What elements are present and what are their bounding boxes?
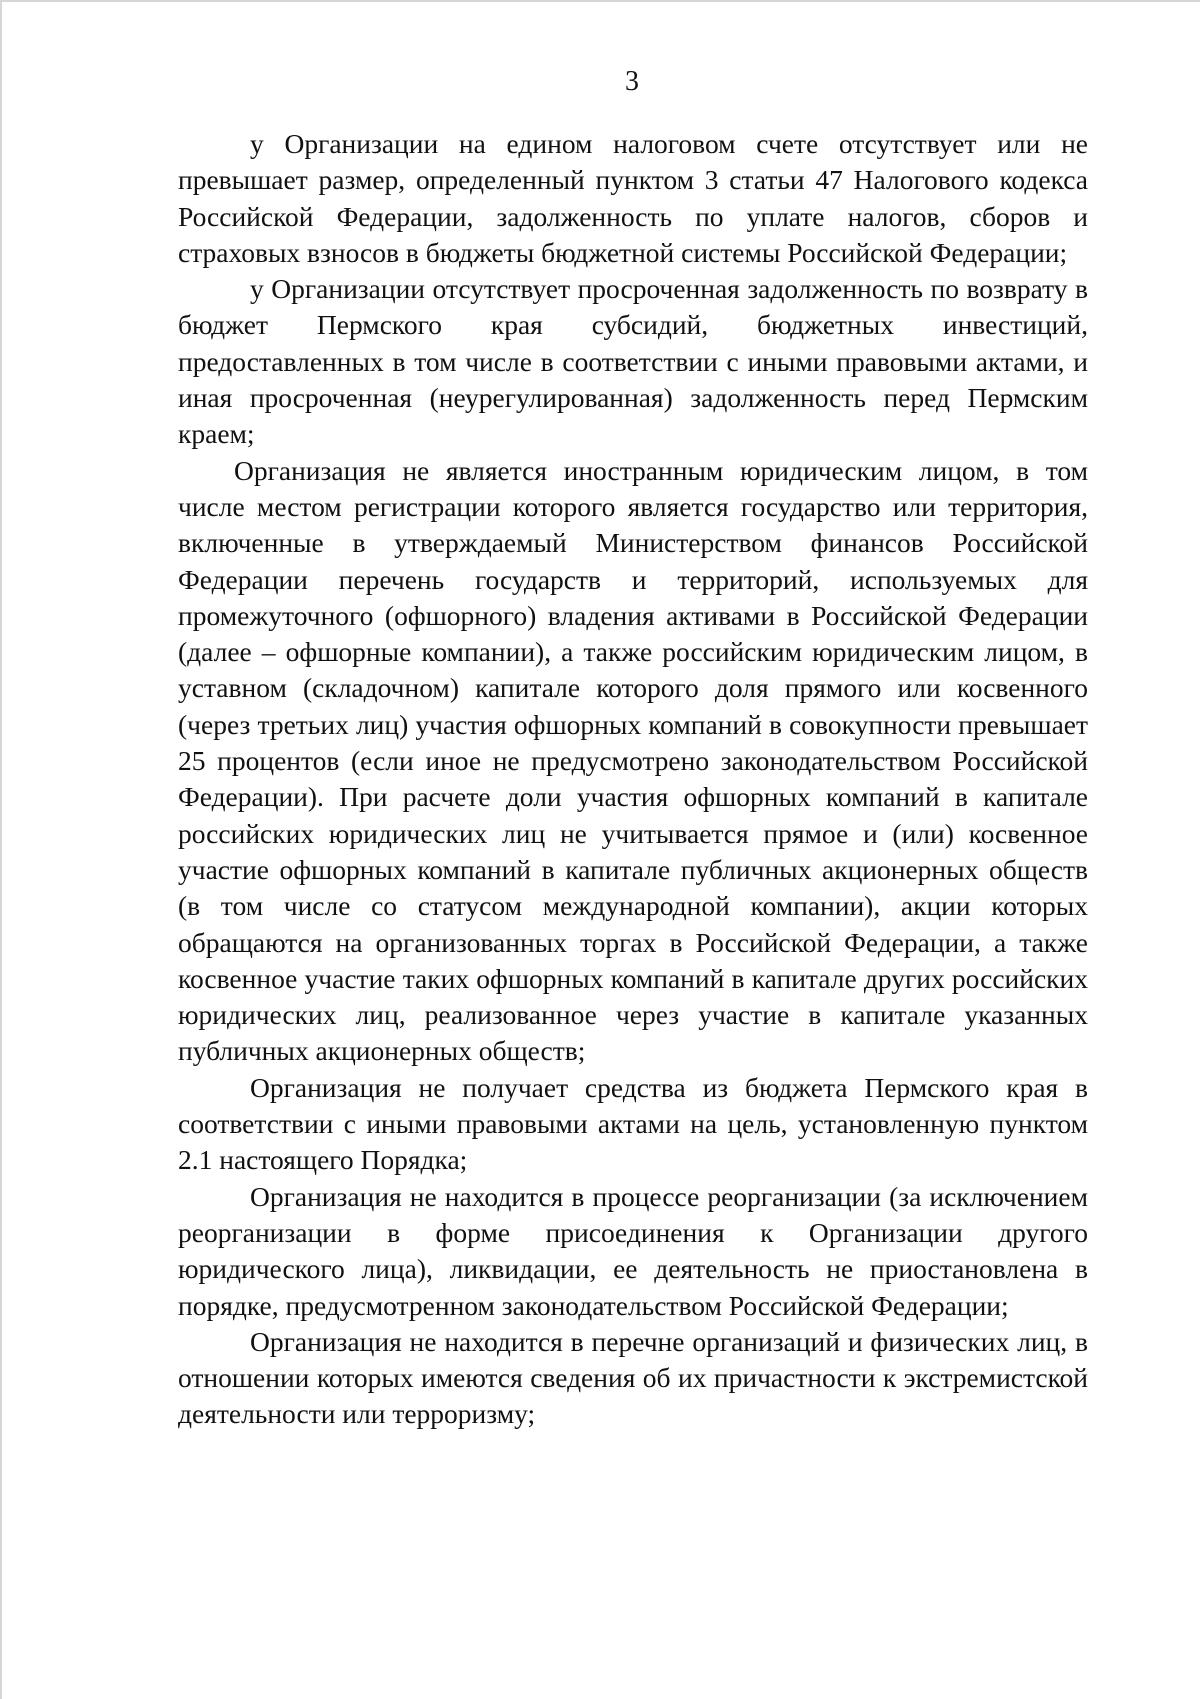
paragraph-overdue-debt: у Организации отсутствует просроченная задолженность по возврату в бюджет Пермского края субсидий, бюджетных инвестиций, предоставленных в том числе в соответствии с иными правовыми актами, и иная просроченная (неурегулированная) задолженность перед Пермским краем;	[178, 273, 1088, 450]
document-body	[178, 126, 1088, 1433]
paragraph-reorganization: Организация не находится в процессе реорганизации (за исключением реорганизации в форме присоединения к Организации другого юридического лица), ликвидации, ее деятельность не приостановлена в порядке, предусмотренном законодательством Российской Федерации;	[178, 1180, 1088, 1321]
paragraph-budget-funds: Организация не получает средства из бюджета Пермского края в соответствии с иными правовыми актами на цель, установленную пунктом 2.1 настоящего Порядка;	[178, 1071, 1088, 1176]
paragraph-tax-debt: у Организации на едином налоговом счете отсутствует или не превышает размер, определенный пунктом 3 статьи 47 Налогового кодекса Российской Федерации, задолженность по уплате налогов, сборов и страховых взносов в бюджеты бюджетной системы Российской Федерации;	[178, 128, 1088, 268]
paragraph-offshore: Организация не является иностранным юридическим лицом, в том числе местом регистрации которого является государство или территория, включенные в утверждаемый Министерством финансов Российской Федерации перечень государств и территорий, используемых для промежуточного (офшорного) владения активами в Российской Федерации (далее – офшорные компании), а также российским юридическим лицом, в уставном (складочном) капитале которого доля прямого или косвенного (через третьих лиц) участия офшорных компаний в совокупности превышает 25 процентов (если иное не предусмотрено законодательством Российской Федерации). При расчете доли участия офшорных компаний в капитале российских юридических лиц не учитывается прямое и (или) косвенное участие офшорных компаний в капитале публичных акционерных обществ (в том числе со статусом международной компании), акции которых обращаются на организованных торгах в Российской Федерации, а также косвенное участие таких офшорных компаний в капитале других российских юридических лиц, реализованное через участие в капитале указанных публичных акционерных обществ;	[178, 454, 1088, 1067]
page-number: 3	[625, 66, 639, 97]
paragraph-extremism-list: Организация не находится в перечне организаций и физических лиц, в отношении которых имеются сведения об их причастности к экстремистской деятельности или терроризму;	[178, 1325, 1088, 1430]
